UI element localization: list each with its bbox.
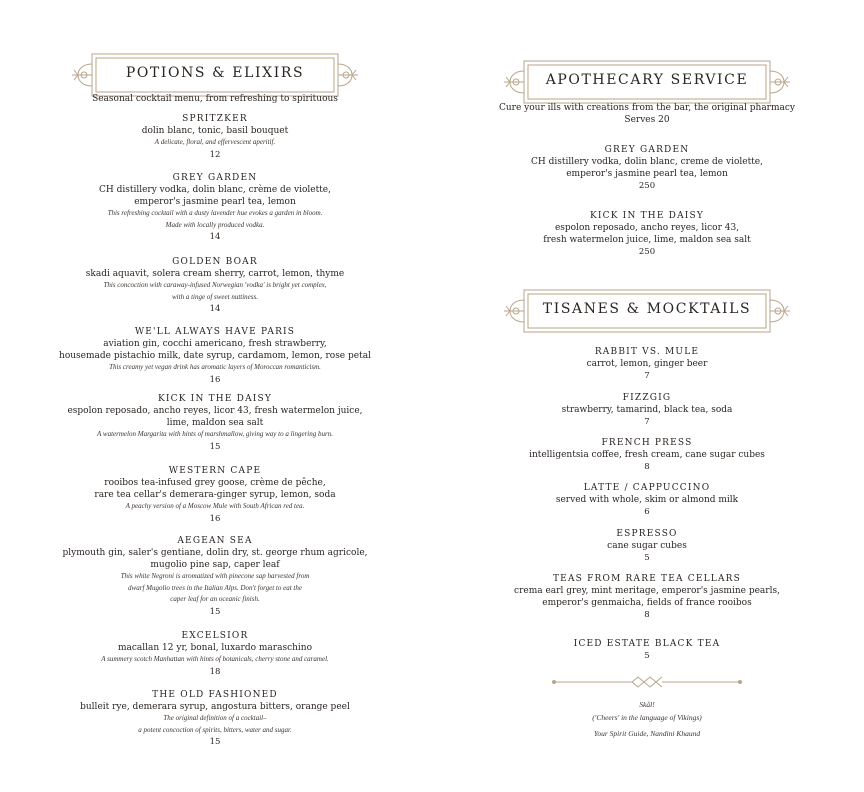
item-name: GREY GARDEN [172,173,258,183]
item-ingredients: crema earl grey, mint meritage, emperor's jasmine pearls, [514,586,780,596]
potions-title: POTIONS & ELIXIRS [125,65,305,81]
apothecary-serves: Serves 20 [624,115,670,125]
item-ingredients: intelligentsia coffee, fresh cream, cane sugar cubes [529,450,765,460]
potions-subtitle: Seasonal cocktail menu, from refreshing to spirituous [92,94,338,104]
menu-item [497,573,797,621]
footer-translation: ('Cheers' in the language of Vikings) [592,713,702,722]
apothecary-banner [502,59,792,105]
item-name: KICK IN THE DAISY [589,211,705,221]
item-ingredients: CH distillery vodka, dolin blanc, creme de violette, [531,157,763,167]
item-description: This white Negroni is aromatized with pinecone sap harvested from [120,572,310,580]
item-description: Made with locally produced vodka. [165,220,265,229]
item-price: 14 [209,232,221,242]
menu-item [50,465,380,525]
apothecary-title: APOTHECARY SERVICE [545,72,749,88]
item-name: THE OLD FASHIONED [152,690,278,700]
item-ingredients: dolin blanc, tonic, basil bouquet [141,126,289,136]
item-name: KICK IN THE DAISY [157,394,273,404]
item-price: 16 [209,374,221,385]
tisanes-banner [502,288,792,334]
item-name: LATTE / CAPPUCCINO [583,483,711,493]
apothecary-subtitle: Cure your ills with creations from the bar, the original pharmacy [498,103,796,113]
item-price: 12 [209,149,221,160]
item-price: 16 [209,513,221,524]
item-ingredients: served with whole, skim or almond milk [555,495,739,505]
divider-ornament-icon [552,674,742,690]
item-ingredients: skadi aquavit, solera cream sherry, carrot, lemon, thyme [85,269,345,279]
item-ingredients: strawberry, tamarind, black tea, soda [561,405,733,415]
item-price: 8 [644,462,650,472]
item-price: 250 [638,247,656,257]
item-description: This refreshing cocktail with a dusty lavender hue evokes a garden in bloom. [107,209,323,217]
item-name: WESTERN CAPE [168,466,262,476]
item-description: A delicate, floral, and effervescent aperitif. [154,138,276,146]
footer-signature: Your Spirit Guide, Nandini Khaund [593,729,701,738]
menu-item [50,326,380,386]
item-price: 250 [638,181,656,191]
item-description: This concoction with caraway-infused Norwegian 'vodka' is bright yet complex, [103,281,327,289]
item-ingredients: mugolio pine sap, caper leaf [150,560,280,570]
tisanes-title: TISANES & MOCKTAILS [542,301,752,317]
menu-item [50,256,380,315]
item-price: 7 [644,371,650,381]
item-description: caper leaf for an oceanic finish. [170,595,260,603]
menu-item [50,535,380,618]
item-ingredients: carrot, lemon, ginger beer [586,359,708,369]
menu-item [497,437,797,473]
item-name: RABBIT VS. MULE [594,347,700,357]
item-description: A summery scotch Manhattan with hints of botanicals, cherry stone and caramel. [101,655,329,663]
item-ingredients: emperor's jasmine pearl tea, lemon [566,169,728,179]
item-name: EXCELSIOR [181,631,249,641]
item-name: FIZZGIG [622,393,672,403]
menu-item [497,482,797,518]
item-name: GREY GARDEN [604,145,690,155]
item-name: FRENCH PRESS [601,438,693,448]
menu-item [50,113,380,161]
item-price: 5 [644,553,650,563]
menu-item [497,638,797,662]
item-price: 14 [209,304,221,314]
item-price: 8 [644,610,650,620]
item-price: 18 [209,666,221,677]
item-ingredients: fresh watermelon juice, lime, maldon sea salt [543,235,751,245]
item-price: 7 [644,417,650,427]
menu-item [497,528,797,564]
item-ingredients: rooibos tea-infused grey goose, crème de pêche, [104,478,326,488]
menu-item [50,172,380,243]
menu-item [497,392,797,428]
potions-banner [70,52,360,98]
item-price: 15 [209,606,221,617]
item-ingredients: bulleit rye, demerara syrup, angostura bitters, orange peel [80,702,350,712]
item-ingredients: aviation gin, cocchi americano, fresh strawberry, [103,339,327,349]
item-ingredients: housemade pistachio milk, date syrup, cardamom, lemon, rose petal [59,351,371,361]
item-ingredients: emperor's jasmine pearl tea, lemon [134,197,296,207]
menu-item [497,144,797,192]
item-name: TEAS FROM RARE TEA CELLARS [552,574,742,584]
item-price: 15 [209,737,221,747]
item-ingredients: rare tea cellar's demerara-ginger syrup, lemon, soda [94,490,336,500]
menu-item [50,689,380,748]
item-price: 5 [644,651,650,661]
item-ingredients: espolon reposado, ancho reyes, licor 43, [554,223,740,233]
item-ingredients: emperor's genmaicha, fields of france rooibos [542,598,752,608]
item-price: 6 [644,507,650,517]
menu-item [497,346,797,382]
item-name: ICED ESTATE BLACK TEA [573,639,721,649]
footer [497,674,797,740]
item-price: 15 [209,441,221,452]
item-name: ESPRESSO [616,529,678,539]
item-ingredients: plymouth gin, saler's gentiane, dolin dry, st. george rhum agricole, [62,548,368,558]
item-description: A watermelon Margarita with hints of marshmallow, giving way to a lingering burn. [97,430,333,438]
item-ingredients: CH distillery vodka, dolin blanc, crème de violette, [99,185,331,195]
item-ingredients: cane sugar cubes [607,541,687,551]
menu-item [50,393,380,453]
item-ingredients: espolon reposado, ancho reyes, licor 43, fresh watermelon juice, [67,406,363,416]
menu-item [497,210,797,258]
item-ingredients: lime, maldon sea salt [166,418,264,428]
menu-item [50,630,380,678]
item-description: a potent concoction of spirits, bitters, water and sugar. [138,725,292,734]
item-description: The original definition of a cocktail– [163,714,267,722]
item-name: AEGEAN SEA [177,536,253,546]
item-description: dwarf Mugolio trees in the Italian Alps. Don't forget to eat the [128,583,302,592]
item-ingredients: macallan 12 yr, bonal, luxardo maraschino [117,643,313,653]
item-description: This creamy yet vegan drink has aromatic layers of Moroccan romanticism. [109,363,321,371]
footer-cheers: Skål! [639,700,655,709]
item-name: WE'LL ALWAYS HAVE PARIS [134,327,296,337]
item-name: GOLDEN BOAR [172,257,258,267]
item-name: SPRITZKER [182,114,248,124]
item-description: A peachy version of a Moscow Mule with South African red tea. [125,502,305,510]
item-description: with a tinge of sweet nuttiness. [172,292,258,301]
